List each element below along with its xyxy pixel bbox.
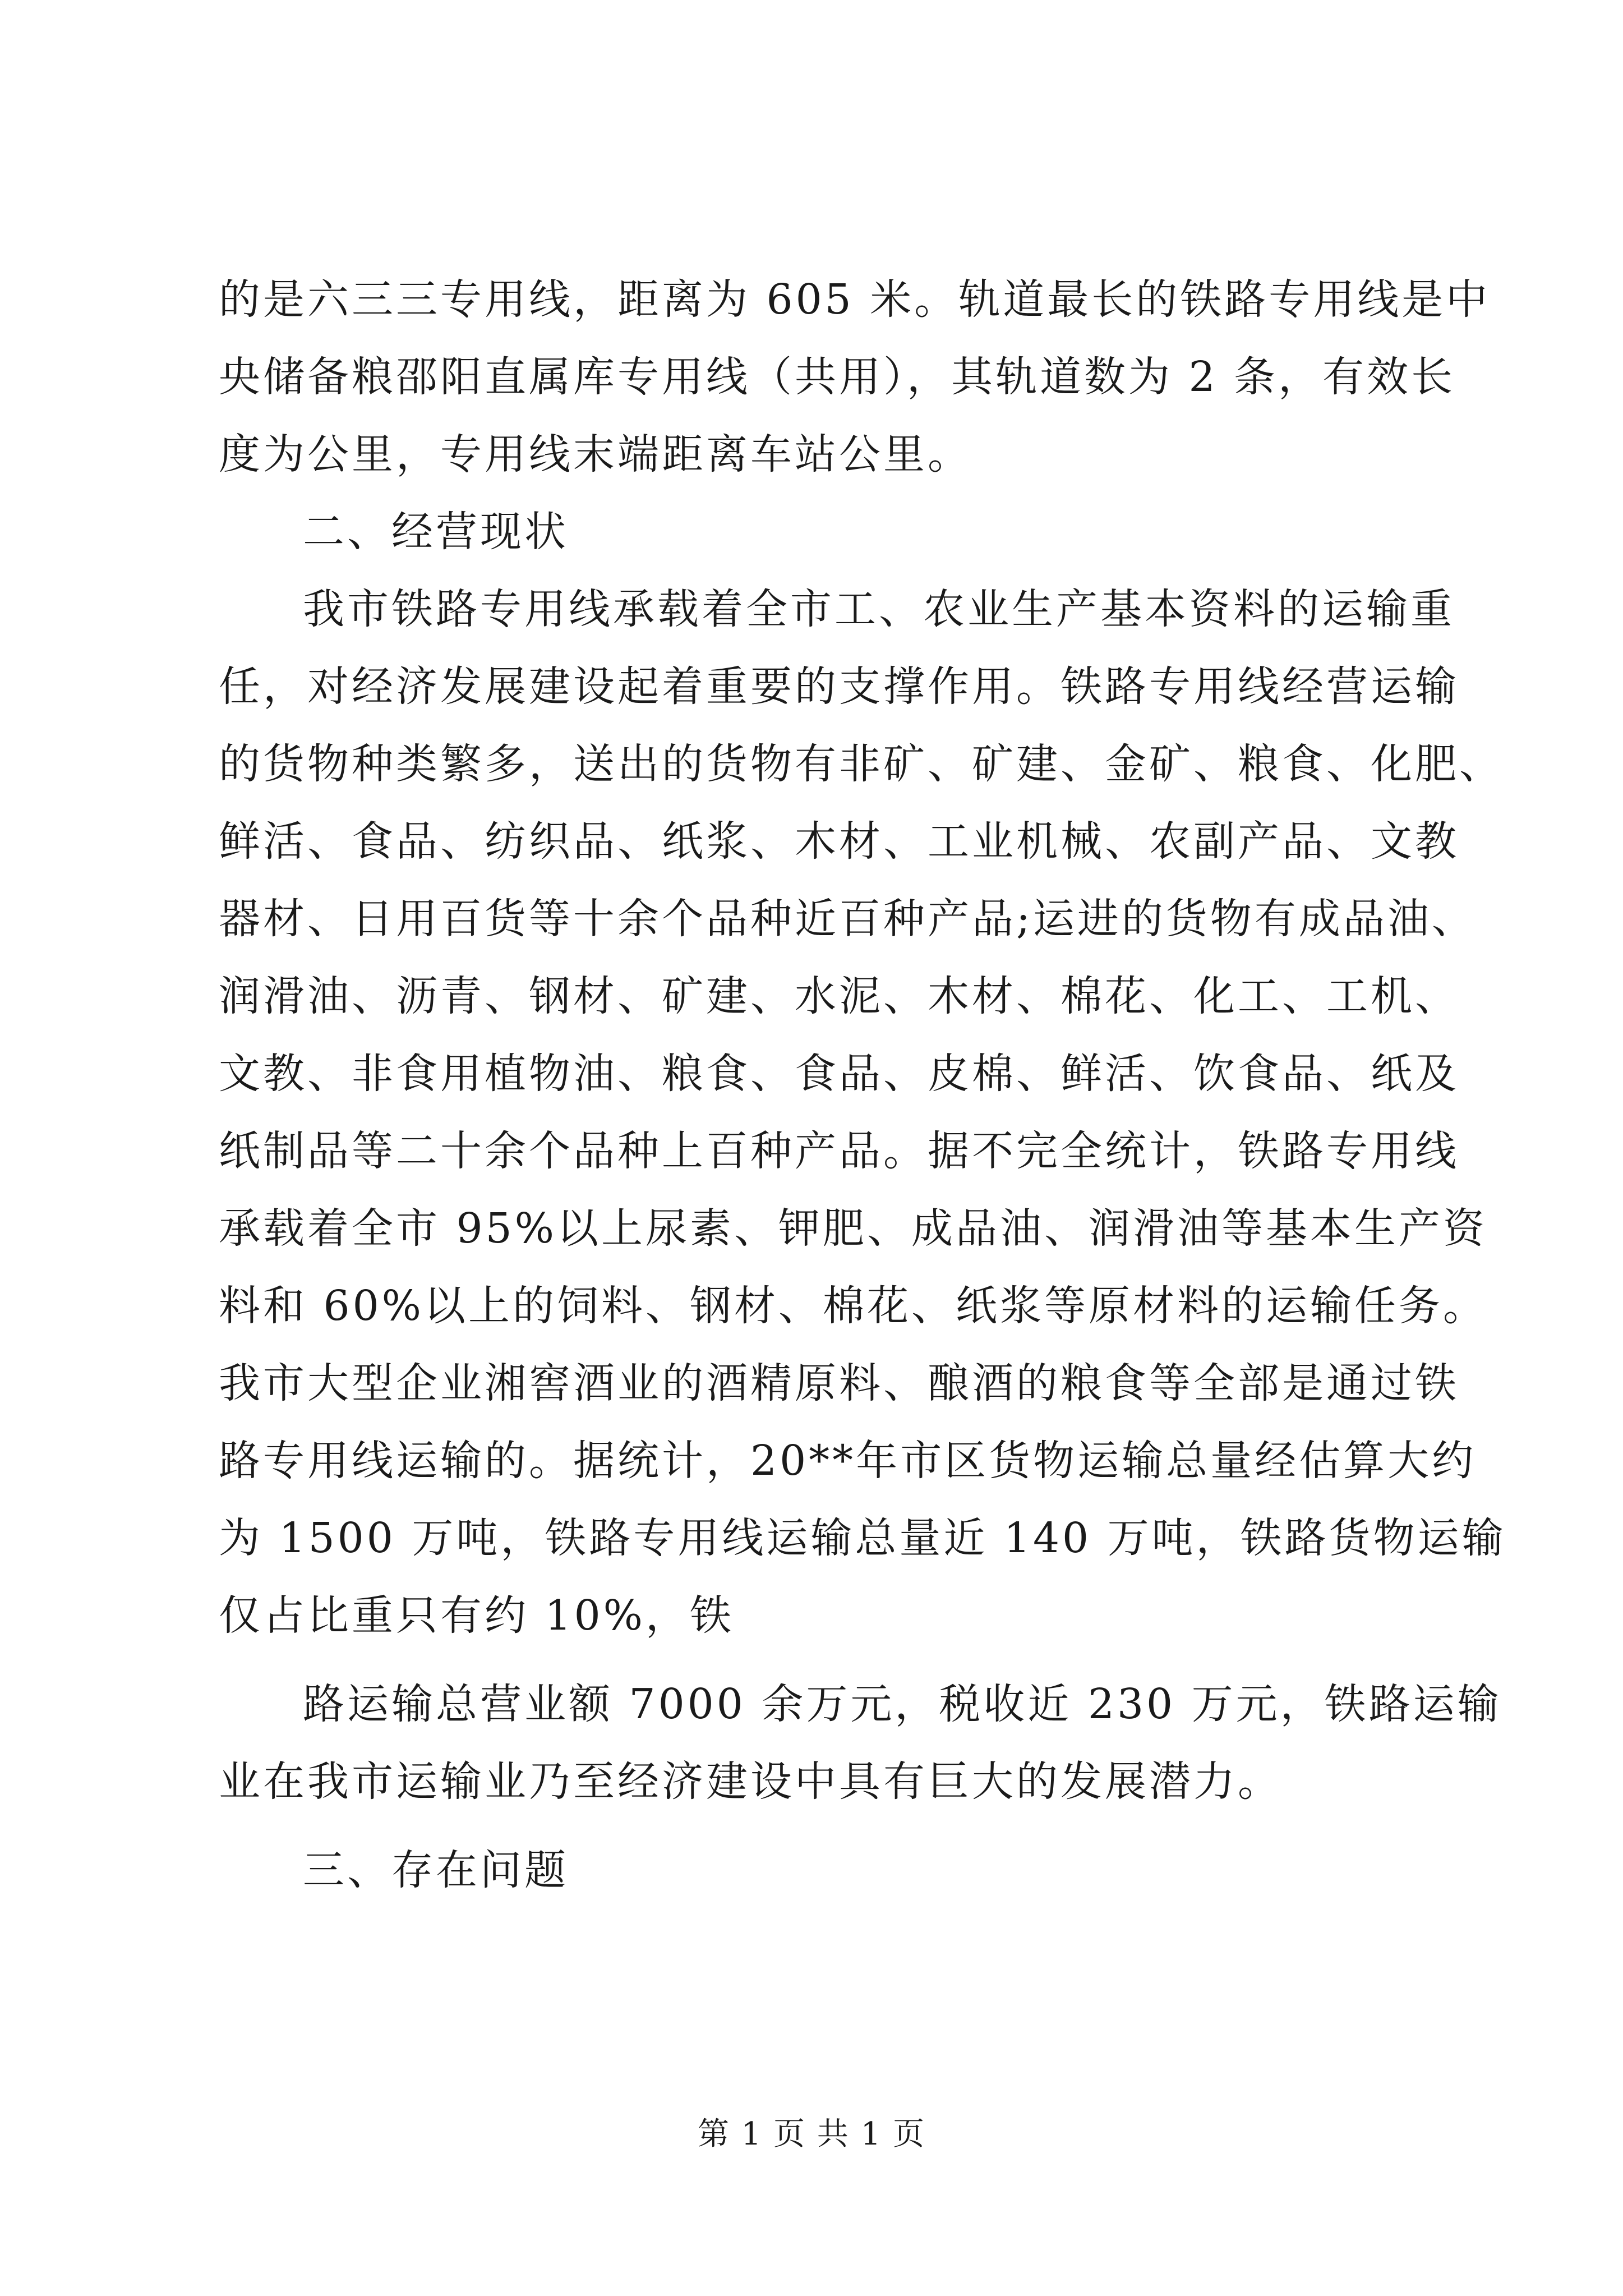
text-line: 我市大型企业湘窖酒业的酒精原料、酿酒的粮食等全部是通过铁 (219, 1359, 1459, 1407)
text-line: 纸制品等二十余个品种上百种产品。据不完全统计，铁路专用线 (219, 1127, 1459, 1175)
text-line: 业在我市运输业乃至经济建设中具有巨大的发展潜力。 (219, 1757, 1282, 1806)
document-body (219, 261, 1506, 1909)
text-line: 度为公里，专用线末端距离车站公里。 (219, 430, 972, 478)
section-heading-problems: 三、存在问题 (303, 1846, 569, 1894)
text-line: 仅占比重只有约 10%，铁 (219, 1591, 734, 1640)
text-line: 的是六三三专用线，距离为 605 米。轨道最长的铁路专用线是中 (219, 275, 1491, 324)
text-line: 的货物种类繁多，送出的货物有非矿、矿建、金矿、粮食、化肥、 (219, 740, 1504, 788)
text-line: 润滑油、沥青、钢材、矿建、水泥、木材、棉花、化工、工机、 (219, 972, 1459, 1020)
text-line: 承载着全市 95%以上尿素、钾肥、成品油、润滑油等基本生产资 (219, 1204, 1487, 1253)
section-heading-operations: 二、经营现状 (303, 508, 569, 556)
text-line: 料和 60%以上的饲料、钢材、棉花、纸浆等原材料的运输任务。 (219, 1282, 1487, 1330)
text-line: 央储备粮邵阳直属库专用线（共用），其轨道数为 2 条，有效长 (219, 353, 1456, 401)
page-footer: 第 1 页 共 1 页 (697, 2116, 926, 2152)
text-line: 路专用线运输的。据统计，20**年市区货物运输总量经估算大约 (219, 1437, 1477, 1485)
text-line: 为 1500 万吨，铁路专用线运输总量近 140 万吨，铁路货物运输 (219, 1514, 1506, 1562)
text-line: 器材、日用百货等十余个品种近百种产品;运进的货物有成品油、 (219, 895, 1476, 943)
text-line: 文教、非食用植物油、粮食、食品、皮棉、鲜活、饮食品、纸及 (219, 1050, 1459, 1098)
text-line: 我市铁路专用线承载着全市工、农业生产基本资料的运输重 (303, 585, 1455, 633)
text-line: 任，对经济发展建设起着重要的支撑作用。铁路专用线经营运输 (219, 662, 1459, 711)
text-line: 路运输总营业额 7000 余万元，税收近 230 万元，铁路运输 (303, 1680, 1502, 1728)
text-line: 鲜活、食品、纺织品、纸浆、木材、工业机械、农副产品、文教 (219, 817, 1459, 866)
